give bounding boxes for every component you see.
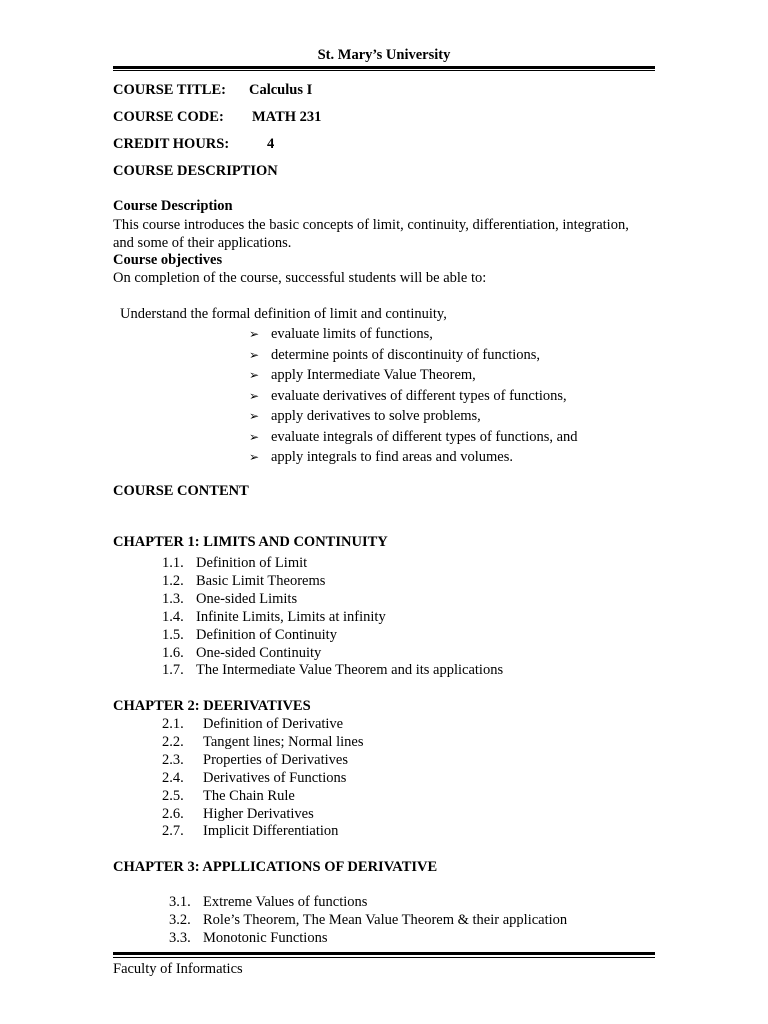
chapter-item-number: 1.5.: [162, 626, 184, 643]
chapter-item-text: Monotonic Functions: [203, 930, 328, 947]
footer-rule-thin: [113, 957, 655, 958]
chapter-item-text: One-sided Limits: [196, 590, 298, 607]
objective-bullet: [249, 347, 540, 364]
chapter-item-number: 2.1.: [162, 716, 184, 732]
chapter-1-title: CHAPTER 1: LIMITS AND CONTINUITY: [113, 534, 388, 550]
objective-bullet: [249, 429, 578, 446]
chapter-item-number: 2.4.: [162, 769, 184, 786]
chapter-item-number: 1.3.: [162, 590, 184, 607]
chapter-item: [169, 930, 327, 947]
chapter-item-number: 1.7.: [162, 662, 184, 679]
objective-bullet-text: evaluate integrals of different types of functions, and: [271, 428, 578, 445]
arrow-bullet-icon: ➢: [249, 388, 260, 403]
chapter-item: [169, 912, 567, 929]
objective-bullet: [249, 449, 513, 466]
chapter-item: [162, 662, 503, 679]
objective-bullet-text: apply integrals to find areas and volumes.: [271, 449, 514, 465]
header-rule-thick: [113, 66, 655, 69]
header-university: St. Mary’s University: [317, 47, 451, 63]
objective-bullet: [249, 367, 476, 384]
objectives-heading: Course objectives: [113, 252, 223, 268]
chapter-item-number: 2.3.: [162, 751, 184, 768]
chapter-item-text: Extreme Values of functions: [203, 894, 368, 910]
objective-bullet-text: evaluate derivatives of different types of functions,: [271, 387, 567, 404]
arrow-bullet-icon: ➢: [249, 327, 260, 341]
chapter-item-number: 1.4.: [162, 608, 184, 625]
chapter-item-number: 3.3.: [169, 930, 191, 947]
arrow-bullet-icon: ➢: [249, 450, 260, 464]
chapter-item-text: Definition of Derivative: [203, 716, 344, 732]
chapter-item-text: Infinite Limits, Limits at infinity: [196, 608, 386, 625]
course-description-heading: COURSE DESCRIPTION: [113, 163, 278, 179]
objective-bullet: [249, 408, 481, 425]
chapter-item-number: 1.6.: [162, 644, 184, 661]
chapter-3-title: CHAPTER 3: APPLLICATIONS OF DERIVATIVE: [113, 859, 438, 875]
chapter-item: [162, 752, 348, 769]
description-subheading: Course Description: [113, 198, 233, 214]
chapter-item: [162, 645, 321, 662]
chapter-item: [162, 555, 307, 572]
chapter-item-text: The Chain Rule: [203, 787, 295, 804]
description-line-2: and some of their applications.: [113, 235, 292, 251]
chapter-item-text: Tangent lines; Normal lines: [203, 733, 364, 750]
objective-first: Understand the formal definition of limit and continuity,: [120, 306, 447, 322]
chapter-item-number: 2.6.: [162, 805, 184, 822]
chapter-item-number: 2.7.: [162, 823, 184, 840]
description-line-1: This course introduces the basic concepts of limit, continuity, differentiation, integration,: [113, 217, 629, 233]
objective-bullet-text: evaluate limits of functions,: [271, 326, 433, 342]
chapter-item: [162, 591, 297, 608]
chapter-item: [162, 627, 337, 644]
objective-bullet-text: apply Intermediate Value Theorem,: [271, 367, 476, 383]
credit-hours-value: 4: [267, 136, 275, 152]
objectives-intro: On completion of the course, successful students will be able to:: [113, 270, 487, 286]
objective-bullet: [249, 388, 567, 405]
chapter-item-text: Derivatives of Functions: [203, 769, 347, 786]
course-title-value: Calculus I: [249, 82, 313, 98]
chapter-item-text: Definition of Continuity: [196, 626, 337, 643]
chapter-item-number: 3.2.: [169, 912, 191, 929]
chapter-item-number: 2.5.: [162, 787, 184, 804]
chapter-item-text: Implicit Differentiation: [203, 823, 339, 840]
chapter-item: [162, 788, 295, 805]
footer-faculty: Faculty of Informatics: [113, 961, 243, 977]
chapter-item-number: 1.1.: [162, 555, 184, 571]
chapter-item-text: Definition of Limit: [196, 555, 308, 571]
objective-bullet-text: determine points of discontinuity of functions,: [271, 346, 541, 363]
chapter-item-text: The Intermediate Value Theorem and its applications: [196, 662, 504, 679]
objective-bullet-text: apply derivatives to solve problems,: [271, 408, 481, 424]
header-rule-thin: [113, 70, 655, 71]
arrow-bullet-icon: ➢: [249, 429, 260, 444]
chapter-item-text: Basic Limit Theorems: [196, 572, 326, 589]
footer-rule-thick: [113, 952, 655, 955]
arrow-bullet-icon: ➢: [249, 368, 260, 382]
objective-bullet: [249, 326, 433, 343]
course-code-value: MATH 231: [252, 109, 322, 125]
chapter-item-number: 3.1.: [169, 894, 191, 910]
chapter-item: [162, 806, 314, 823]
chapter-item-text: Higher Derivatives: [203, 805, 314, 822]
chapter-item-number: 1.2.: [162, 572, 184, 589]
chapter-item-text: One-sided Continuity: [196, 644, 322, 661]
arrow-bullet-icon: ➢: [249, 347, 260, 362]
chapter-item: [162, 609, 386, 626]
chapter-2-title: CHAPTER 2: DEERIVATIVES: [113, 698, 311, 714]
credit-hours-label: CREDIT HOURS:: [113, 136, 230, 152]
chapter-item: [162, 823, 338, 840]
chapter-item: [162, 734, 363, 751]
course-content-heading: COURSE CONTENT: [113, 483, 249, 499]
chapter-item-text: Properties of Derivatives: [203, 751, 348, 768]
chapter-item: [162, 716, 343, 733]
chapter-item: [162, 770, 346, 787]
course-title-label: COURSE TITLE:: [113, 82, 226, 98]
chapter-item: [162, 573, 325, 590]
arrow-bullet-icon: ➢: [249, 409, 260, 423]
course-code-label: COURSE CODE:: [113, 109, 224, 125]
chapter-item-text: Role’s Theorem, The Mean Value Theorem & their application: [203, 912, 568, 929]
chapter-item: [169, 894, 367, 911]
chapter-item-number: 2.2.: [162, 733, 184, 750]
